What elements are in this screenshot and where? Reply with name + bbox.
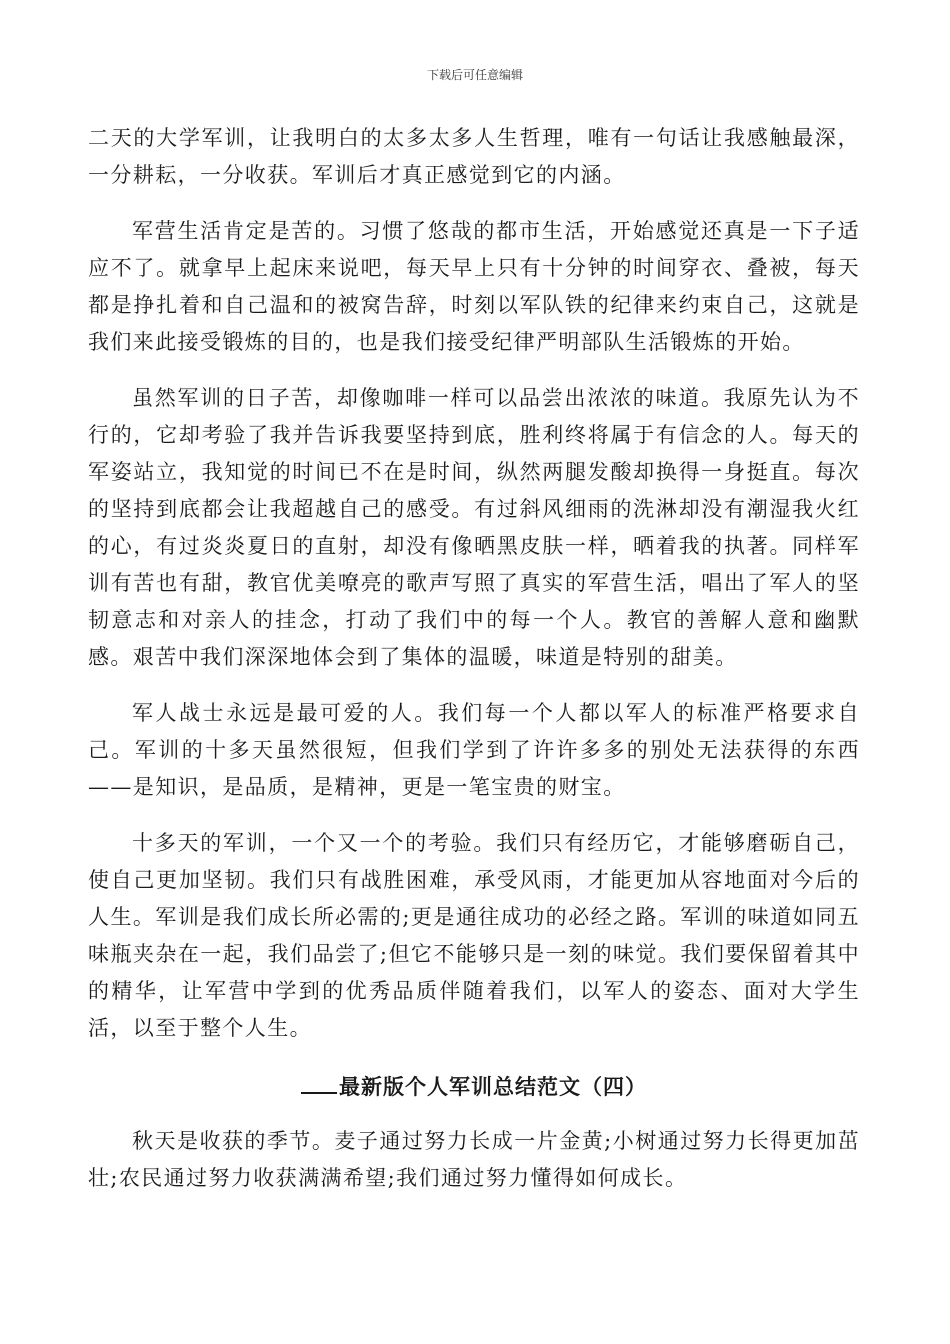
document-body: [88, 120, 860, 1216]
paragraph-coffee: 虽然军训的日子苦，却像咖啡一样可以品尝出浓浓的味道。我原先认为不行的，它却考验了我并告诉我要坚持到底，胜利终将属于有信念的人。每天的军姿站立，我知觉的时间已不在是时间，纵然两腿发酸却换得一身挺直。每次的坚持到底都会让我超越自己的感受。有过斜风细雨的洗淋却没有潮湿我火红的心，有过炎炎夏日的直射，却没有像晒黑皮肤一样，晒着我的执著。同样军训有苦也有甜，教官优美嘹亮的歌声写照了真实的军营生活，唱出了军人的坚韧意志和对亲人的挂念，打动了我们中的每一个人。教官的善解人意和幽默感。艰苦中我们深深地体会到了集体的温暖，味道是特别的甜美。: [88, 386, 860, 669]
paragraph-continuation: 二天的大学军训，让我明白的太多太多人生哲理，唯有一句话让我感触最深，一分耕耘，一分收获。军训后才真正感觉到它的内涵。: [88, 126, 860, 187]
paragraph-camp-life: 军营生活肯定是苦的。习惯了悠哉的都市生活，开始感觉还真是一下子适应不了。就拿早上起床来说吧，每天早上只有十分钟的时间穿衣、叠被，每天都是挣扎着和自己温和的被窝告辞，时刻以军队铁的纪律来约束自己，这就是我们来此接受锻炼的目的，也是我们接受纪律严明部队生活锻炼的开始。: [88, 219, 860, 354]
title-blank-line: [301, 1070, 337, 1094]
page-header: 下载后可任意编辑: [426, 68, 523, 82]
section-heading-text: 最新版个人军训总结范文（四）: [339, 1075, 647, 1099]
paragraph-autumn: 秋天是收获的季节。麦子通过努力长成一片金黄;小树通过努力长得更加茁壮;农民通过努力收获满满希望;我们通过努力懂得如何成长。: [88, 1129, 860, 1190]
paragraph-conclusion: 十多天的军训，一个又一个的考验。我们只有经历它，才能够磨砺自己，使自己更加坚韧。我们只有战胜困难，承受风雨，才能更加从容地面对今后的人生。军训是我们成长所必需的;更是通往成功的必经之路。军训的味道如同五味瓶夹杂在一起，我们品尝了;但它不能够只是一刻的味觉。我们要保留着其中的精华，让军营中学到的优秀品质伴随着我们，以军人的姿态、面对大学生活，以至于整个人生。: [88, 831, 860, 1040]
section-heading: [88, 1069, 860, 1106]
paragraph-soldiers: 军人战士永远是最可爱的人。我们每一个人都以军人的标准严格要求自己。军训的十多天虽然很短，但我们学到了许许多多的别处无法获得的东西——是知识，是品质，是精神，更是一笔宝贵的财宝。: [88, 701, 860, 799]
